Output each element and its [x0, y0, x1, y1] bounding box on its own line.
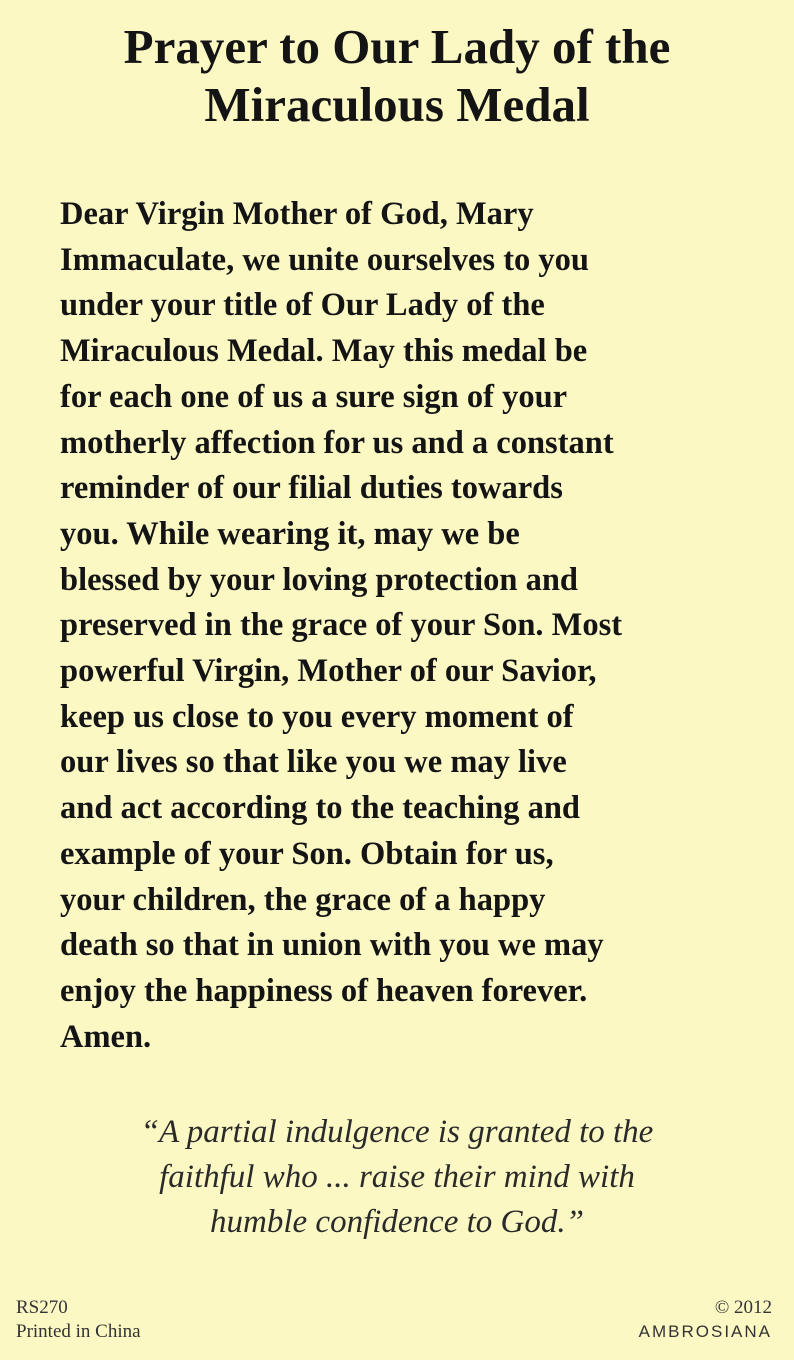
title-line: Prayer to Our Lady of the — [123, 19, 671, 74]
footer-left — [16, 1296, 141, 1344]
prayer-line: under your title of Our Lady of the — [60, 287, 545, 324]
prayer-line: keep us close to you every moment of — [60, 698, 574, 735]
publisher-name: AMBROSIANA — [638, 1322, 772, 1341]
prayer-line: enjoy the happiness of heaven forever. — [60, 972, 588, 1009]
title-line: Miraculous Medal — [204, 77, 590, 132]
copyright: © 2012 — [714, 1297, 772, 1318]
prayer-line: your children, the grace of a happy — [60, 881, 546, 918]
quote-line: humble confidence to God.” — [210, 1204, 584, 1240]
prayer-line: and act according to the teaching and — [60, 790, 580, 827]
prayer-line: blessed by your loving protection and — [60, 561, 578, 598]
prayer-line: for each one of us a sure sign of your — [60, 378, 568, 415]
prayer-title — [0, 18, 794, 134]
prayer-line: preserved in the grace of your Son. Most — [60, 607, 623, 644]
prayer-line: Dear Virgin Mother of God, Mary — [60, 196, 534, 232]
prayer-line: example of your Son. Obtain for us, — [60, 835, 554, 872]
prayer-body — [60, 192, 760, 1060]
quote-line: faithful who ... raise their mind with — [159, 1159, 635, 1195]
printed-in: Printed in China — [16, 1321, 141, 1342]
prayer-line: you. While wearing it, may we be — [60, 515, 520, 552]
prayer-line: Miraculous Medal. May this medal be — [60, 333, 588, 370]
prayer-line: death so that in union with you we may — [60, 927, 604, 964]
quote-line: “A partial indulgence is granted to the — [140, 1114, 654, 1150]
prayer-line: Amen. — [60, 1018, 152, 1055]
prayer-line: reminder of our filial duties towards — [60, 470, 563, 507]
prayer-line: Immaculate, we unite ourselves to you — [60, 241, 589, 278]
footer-right — [639, 1296, 772, 1344]
indulgence-quote — [0, 1110, 794, 1245]
prayer-line: our lives so that like you we may live — [60, 744, 567, 781]
prayer-line: powerful Virgin, Mother of our Savior, — [60, 653, 597, 690]
prayer-line: motherly affection for us and a constant — [60, 424, 614, 461]
product-code: RS270 — [16, 1297, 68, 1318]
